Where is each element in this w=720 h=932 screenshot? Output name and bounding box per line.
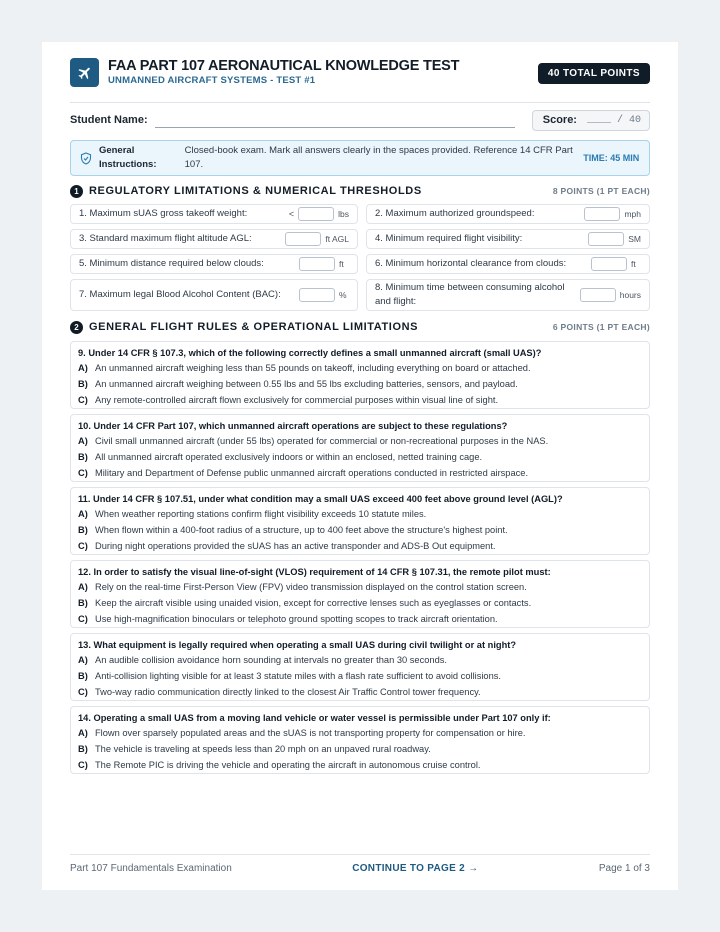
exam-title: FAA PART 107 AERONAUTICAL KNOWLEDGE TEST: [108, 58, 460, 74]
fill-item: [70, 204, 358, 224]
student-name-label: Student Name:: [70, 114, 148, 126]
option-text: Two-way radio communication directly linked to the closest Air Traffic Control tower frequency.: [95, 686, 481, 697]
answer-input[interactable]: [584, 207, 620, 221]
option-text: An unmanned aircraft weighing less than 55 pounds on takeoff, including everything on board or attached.: [95, 363, 531, 373]
header-divider: [70, 102, 650, 103]
option-letter: C): [78, 394, 88, 405]
option-text: All unmanned aircraft operated exclusively indoors or within an enclosed, netted training cage.: [95, 451, 483, 462]
fill-item: [70, 279, 358, 311]
option-text: Flown over sparsely populated areas and the sUAS is not transporting property for compensation or hire.: [95, 728, 526, 738]
fill-item: [366, 254, 650, 274]
multiple-choice-list: [70, 341, 650, 774]
option-letter: B): [78, 524, 88, 535]
section-1-title: REGULATORY LIMITATIONS & NUMERICAL THRESHOLDS: [89, 185, 422, 197]
answer-option[interactable]: [78, 377, 641, 393]
section-2-points: 6 POINTS (1 PT EACH): [552, 322, 650, 332]
answer-option[interactable]: [78, 758, 641, 774]
answer-input[interactable]: [285, 232, 321, 246]
option-text: Civil small unmanned aircraft (under 55 lbs) operated for commercial or non-recreational purposes in the NAS.: [95, 436, 549, 446]
fill-item-question: 6. Minimum horizontal clearance from clouds:: [375, 258, 567, 269]
question-text: 10. Under 14 CFR Part 107, which unmanned aircraft operations are subject to these regulations?: [78, 421, 508, 431]
option-text: When weather reporting stations confirm flight visibility exceeds 10 statute miles.: [95, 509, 427, 519]
answer-option[interactable]: [78, 742, 641, 758]
fill-item-question: 4. Minimum required flight visibility:: [375, 233, 523, 244]
answer-option[interactable]: [78, 539, 641, 555]
option-text: Rely on the real-time First-Person View (FPV) video transmission displayed on the control station screen.: [95, 582, 527, 592]
answer-option[interactable]: [78, 726, 641, 742]
fill-item-unit: lbs: [338, 209, 349, 219]
option-letter: A): [78, 582, 88, 592]
score-label: Score:: [542, 114, 577, 126]
option-text: Anti-collision lighting visible for at least 3 statute miles with a flash rate sufficient to avoid collisions.: [95, 670, 501, 681]
question-card: [70, 414, 650, 482]
option-text: Military and Department of Defense public unmanned aircraft operations conducted in restricted airspace.: [95, 467, 529, 478]
question-card: [70, 633, 650, 701]
fill-item-unit: mph: [624, 209, 641, 219]
fill-item: [70, 254, 358, 274]
fill-item-unit: %: [339, 290, 347, 300]
fill-item-question: 7. Maximum legal Blood Alcohol Content (BAC):: [79, 289, 281, 300]
option-letter: C): [78, 540, 88, 551]
answer-input[interactable]: [591, 257, 627, 271]
footer-exam-name: Part 107 Fundamentals Examination: [70, 863, 232, 874]
score-box: [532, 110, 650, 131]
option-letter: B): [78, 451, 88, 462]
student-name-field[interactable]: [155, 114, 515, 128]
answer-option[interactable]: [78, 434, 641, 450]
fill-item-question: 1. Maximum sUAS gross takeoff weight:: [79, 208, 248, 219]
option-letter: C): [78, 686, 88, 697]
exam-header: [70, 58, 650, 102]
exam-subtitle: UNMANNED AIRCRAFT SYSTEMS - TEST #1: [108, 75, 316, 86]
answer-option[interactable]: [78, 596, 641, 612]
fill-item-question: 5. Minimum distance required below clouds:: [79, 258, 264, 269]
fill-item-unit: ft: [339, 259, 344, 269]
student-row: [70, 105, 650, 135]
fill-item: [366, 229, 650, 249]
option-letter: A): [78, 363, 88, 373]
answer-option[interactable]: [78, 361, 641, 377]
option-letter: C): [78, 467, 88, 478]
fill-item-unit: SM: [628, 234, 641, 244]
answer-option[interactable]: [78, 653, 641, 669]
option-letter: C): [78, 613, 88, 624]
question-text: 12. In order to satisfy the visual line-of-sight (VLOS) requirement of 14 CFR § 107.31, the remote pilot must:: [78, 567, 551, 577]
fill-item: [366, 204, 650, 224]
option-letter: A): [78, 655, 88, 665]
answer-option[interactable]: [78, 450, 641, 466]
option-letter: A): [78, 436, 88, 446]
answer-input[interactable]: [299, 257, 335, 271]
question-text: 11. Under 14 CFR § 107.51, under what condition may a small UAS exceed 400 feet above ground level (AGL)?: [78, 494, 563, 504]
fill-item: [70, 229, 358, 249]
instructions-box: [70, 140, 650, 176]
question-card: [70, 706, 650, 774]
page-footer: [70, 854, 650, 874]
option-letter: A): [78, 728, 88, 738]
section-2-header: [70, 318, 650, 336]
fill-item-question: 3. Standard maximum flight altitude AGL:: [79, 233, 252, 244]
continue-link[interactable]: CONTINUE TO PAGE 2 →: [352, 863, 479, 874]
answer-option[interactable]: [78, 393, 641, 409]
option-text: When flown within a 400-foot radius of a structure, up to 400 feet above the structure's highest point.: [95, 524, 508, 535]
option-letter: A): [78, 509, 88, 519]
fill-item-prefix: <: [288, 209, 295, 219]
answer-input[interactable]: [588, 232, 624, 246]
question-text: 14. Operating a small UAS from a moving land vehicle or water vessel is permissible under Part 107 only if:: [78, 713, 551, 723]
option-text: The vehicle is traveling at speeds less than 20 mph on an unpaved rural roadway.: [95, 743, 431, 754]
fill-item-unit: ft: [631, 259, 636, 269]
option-text: Keep the aircraft visible using unaided vision, except for corrective lenses such as eyeglasses or contacts.: [95, 597, 532, 608]
answer-option[interactable]: [78, 507, 641, 523]
option-text: Any remote-controlled aircraft flown exclusively for commercial purposes within visual line of sight.: [95, 394, 499, 405]
option-text: The Remote PIC is driving the vehicle and operating the aircraft in autonomous cruise control.: [95, 759, 481, 770]
section-1-points: 8 POINTS (1 PT EACH): [552, 186, 650, 196]
answer-option[interactable]: [78, 669, 641, 685]
time-limit: TIME: 45 MIN: [583, 153, 640, 163]
answer-option[interactable]: [78, 523, 641, 539]
option-letter: B): [78, 670, 88, 681]
total-points-badge: 40 TOTAL POINTS: [538, 63, 650, 84]
option-letter: B): [78, 378, 88, 389]
answer-input[interactable]: [299, 288, 335, 302]
question-card: [70, 560, 650, 628]
plane-icon: [70, 58, 99, 87]
section-2-number: 2: [70, 321, 83, 334]
answer-input[interactable]: [298, 207, 334, 221]
section-2-title: GENERAL FLIGHT RULES & OPERATIONAL LIMITATIONS: [89, 321, 419, 333]
threshold-grid: [70, 204, 650, 311]
exam-page: [42, 42, 678, 890]
option-text: Use high-magnification binoculars or telephoto ground spotting scopes to track aircraft orientation.: [95, 613, 498, 624]
shield-check-icon: [79, 152, 93, 165]
question-card: [70, 341, 650, 409]
option-letter: C): [78, 759, 88, 770]
answer-option[interactable]: [78, 612, 641, 628]
option-text: An audible collision avoidance horn sounding at intervals no greater than 30 seconds.: [95, 655, 447, 665]
option-text: During night operations provided the sUAS has an active transponder and ADS-B Out equipment.: [95, 540, 496, 551]
option-text: An unmanned aircraft weighing between 0.55 lbs and 55 lbs excluding batteries, sensors, and payload.: [95, 378, 518, 389]
instructions-label: General Instructions:: [98, 145, 157, 170]
answer-option[interactable]: [78, 685, 641, 701]
option-letter: B): [78, 597, 88, 608]
score-value[interactable]: ____ / 40: [586, 114, 641, 126]
answer-option[interactable]: [78, 466, 641, 482]
question-text: 13. What equipment is legally required when operating a small UAS during civil twilight or at night?: [78, 640, 517, 650]
answer-input[interactable]: [580, 288, 616, 302]
fill-item-unit: ft AGL: [325, 234, 349, 244]
fill-item: [366, 279, 650, 311]
fill-item-question: 8. Minimum time between consuming alcohol and flight:: [375, 282, 565, 307]
option-letter: B): [78, 743, 88, 754]
section-1-number: 1: [70, 185, 83, 198]
fill-item-question: 2. Maximum authorized groundspeed:: [375, 208, 535, 219]
page-number: Page 1 of 3: [598, 863, 650, 874]
fill-item-unit: hours: [619, 290, 641, 300]
instructions-text: Closed-book exam. Mark all answers clearly in the spaces provided. Reference 14 CFR Part 107.: [184, 145, 573, 170]
answer-option[interactable]: [78, 580, 641, 596]
question-text: 9. Under 14 CFR § 107.3, which of the following correctly defines a small unmanned aircraft (small UAS)?: [78, 348, 542, 358]
question-card: [70, 487, 650, 555]
section-1-header: [70, 182, 650, 200]
